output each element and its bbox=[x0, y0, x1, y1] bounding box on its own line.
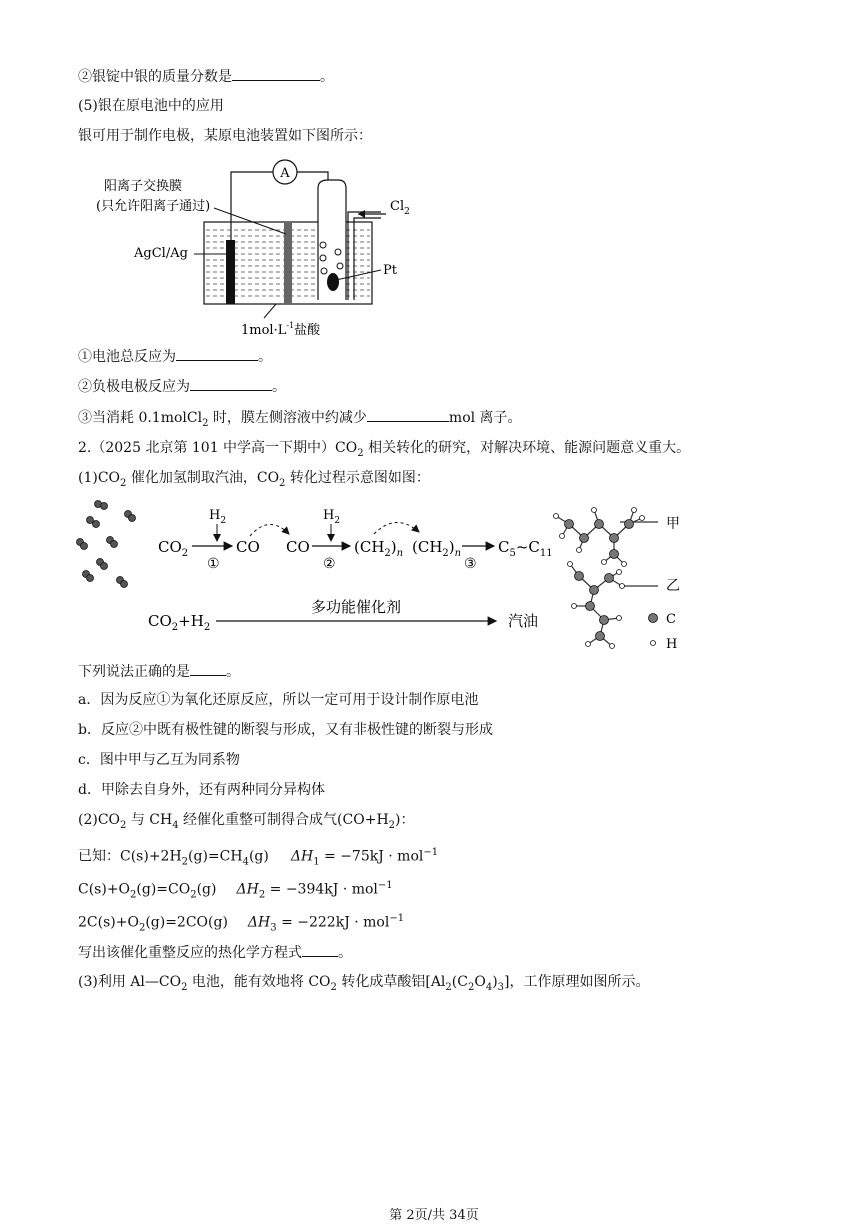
option-b[interactable]: b．反应②中既有极性键的断裂与形成，又有非极性键的断裂与形成 bbox=[78, 722, 493, 738]
q2-part1-intro: $(1)CO_2$ 催化加氢制取汽油，$CO_2$ 转化过程示意图如图： bbox=[78, 470, 430, 489]
pt-electrode bbox=[327, 273, 339, 291]
q2-part2-question: 写出该催化重整反应的热化学方程式 。 bbox=[78, 942, 352, 963]
cl2-label: $Cl_2$ bbox=[390, 199, 410, 217]
scheme-ch2-a: $(CH_2)_n$ bbox=[354, 538, 404, 559]
co2-conversion-diagram bbox=[74, 494, 714, 654]
answer-blank[interactable] bbox=[176, 346, 258, 361]
answer-blank[interactable] bbox=[232, 66, 320, 81]
step-2-label: ② bbox=[323, 556, 336, 572]
q1-intro: 银可用于制作电极，某原电池装置如下图所示： bbox=[78, 128, 372, 144]
membrane-label-2: (只允许阳离子通过) bbox=[96, 199, 211, 214]
overall-reactants: $CO_2+H_2$ bbox=[148, 612, 211, 633]
scheme-co2: $CO_2$ bbox=[158, 538, 189, 559]
legend-h: H bbox=[666, 637, 678, 652]
answer-blank[interactable] bbox=[367, 407, 449, 422]
q2-prompt: 下列说法正确的是 。 bbox=[78, 661, 240, 682]
q1-sub-2: ②负极电极反应为 。 bbox=[78, 376, 286, 397]
answer-blank[interactable] bbox=[302, 942, 338, 957]
left-electrode-label: AgCl/Ag bbox=[134, 246, 188, 261]
q1-sub-3: ③当消耗 0.1molCl$_2$ 时，膜左侧溶液中约减少 mol 离子。 bbox=[78, 407, 522, 434]
cation-exchange-membrane bbox=[284, 222, 292, 304]
scheme-product: $C_5\sim C_{11}$ bbox=[498, 538, 553, 559]
q1-line-mass-fraction: ②银锭中银的质量分数是 。 bbox=[78, 66, 334, 87]
membrane-label-1: 阳离子交换膜 bbox=[104, 179, 183, 194]
h2-label-2: $H_2$ bbox=[323, 508, 341, 526]
galvanic-cell-diagram bbox=[96, 150, 426, 340]
equation-1: 已知：$C(s)+2H_2(g)=CH_4(g) \Delta H_1 = -75kJ \cdot mol^{-1}$ bbox=[78, 847, 439, 868]
option-d[interactable]: d．甲除去自身外，还有两种同分异构体 bbox=[78, 782, 325, 798]
equation-3: $2C(s)+O_2(g)=2CO(g) \Delta H_3 = -222kJ \cdot mol^{-1}$ bbox=[78, 913, 405, 934]
step-3-label: ③ bbox=[464, 556, 477, 572]
q2-part2-intro: $(2)CO_2$ 与 $CH_4$ 经催化重整可制得合成气$(CO+H_2)$： bbox=[78, 812, 415, 831]
catalyst-label: 多功能催化剂 bbox=[310, 598, 402, 616]
page-footer: 第 2页/共 34页 bbox=[389, 1208, 479, 1223]
step-1-label: ① bbox=[207, 556, 220, 572]
q1-subheading: (5)银在原电池中的应用 bbox=[78, 98, 224, 114]
scheme-co-a: CO bbox=[236, 538, 260, 556]
h2-label-1: $H_2$ bbox=[209, 508, 227, 526]
scheme-ch2-b: $(CH_2)_n$ bbox=[412, 538, 462, 559]
q2-part3-intro: (3)利用 $Al—CO_2$ 电池，能有效地将 $CO_2$ 转化成草酸铝$[Al_2(C_2O_4)_3]$，工作原理如图所示。 bbox=[78, 974, 650, 993]
scheme-co-b: CO bbox=[286, 538, 310, 556]
answer-blank[interactable] bbox=[190, 661, 226, 676]
option-a[interactable]: a．因为反应①为氧化还原反应，所以一定可用于设计制作原电池 bbox=[78, 692, 479, 708]
equation-2: $C(s)+O_2(g)=CO_2(g) \Delta H_2 = -394kJ \cdot mol^{-1}$ bbox=[78, 880, 393, 901]
legend-carbon-icon bbox=[649, 614, 658, 623]
legend-hydrogen-icon bbox=[651, 641, 656, 646]
label-jia: 甲 bbox=[666, 516, 680, 532]
option-c[interactable]: c．图中甲与乙互为同系物 bbox=[78, 752, 240, 768]
pt-label: Pt bbox=[383, 263, 397, 278]
co2-molecules-icon bbox=[77, 501, 136, 588]
label-yi: 乙 bbox=[666, 578, 680, 594]
q1-sub-1: ①电池总反应为 。 bbox=[78, 346, 272, 367]
gasoline-label: 汽油 bbox=[508, 612, 539, 630]
electrolyte-label: $1mol\cdot L^{-1}$盐酸 bbox=[241, 321, 321, 338]
legend-c: C bbox=[666, 612, 676, 627]
answer-blank[interactable] bbox=[190, 376, 272, 391]
agcl-ag-electrode bbox=[226, 240, 235, 304]
q2-header: 2.（2025 北京第 101 中学高一下期中）$CO_2$ 相关转化的研究，对解决环境、能源问题意义重大。 bbox=[78, 440, 691, 459]
ammeter-label: A bbox=[280, 166, 290, 181]
